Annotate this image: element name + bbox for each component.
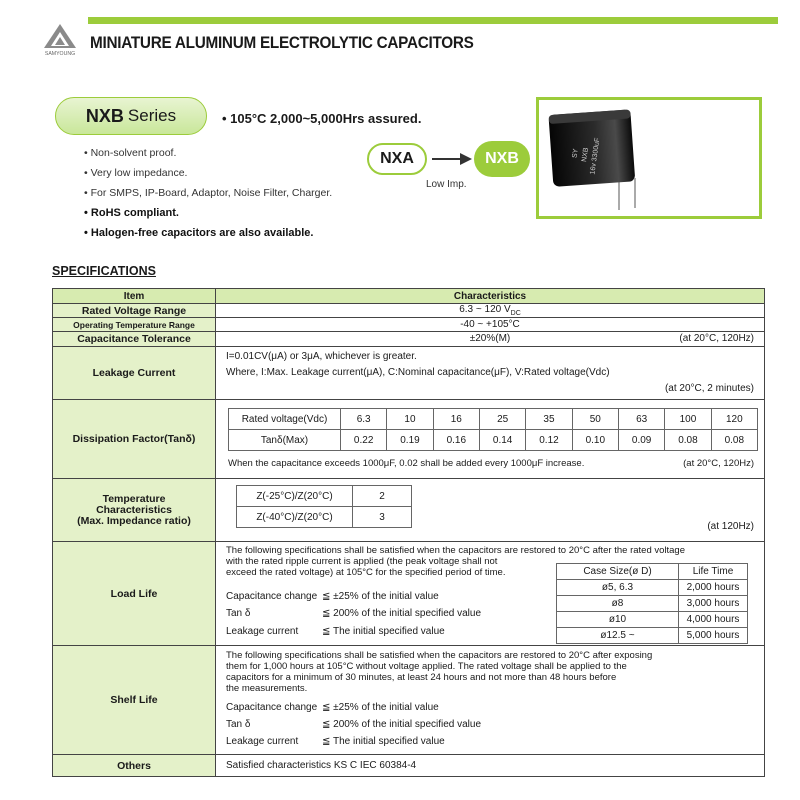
impedance-condition: Z(-40°C)/Z(20°C) (237, 507, 353, 528)
row-value (216, 479, 765, 542)
row-label: Load Life (53, 542, 216, 646)
document-title: MINIATURE ALUMINUM ELECTROLYTIC CAPACITORS (90, 33, 474, 52)
dissipation-table (228, 408, 758, 451)
voltage-header: Rated voltage(Vdc) (229, 409, 341, 430)
impedance-value: 2 (353, 486, 412, 507)
row-label: Others (53, 755, 216, 777)
case-size-cell: ø12.5 ~ (557, 628, 679, 644)
successor-series-badge: NXB (474, 141, 530, 177)
criterion-value: ≦ The initial specified value (322, 626, 445, 637)
impedance-row (237, 486, 412, 507)
leakage-formula: I=0.01CV(μA) or 3μA, whichever is greater. (226, 351, 417, 362)
tan-cell: 0.16 (433, 430, 479, 451)
row-label: Operating Temperature Range (53, 318, 216, 332)
predecessor-series-badge: NXA (367, 143, 427, 175)
row-value (216, 542, 765, 646)
row-label: Leakage Current (53, 347, 216, 400)
tan-cell: 0.14 (479, 430, 525, 451)
row-label: Rated Voltage Range (53, 304, 216, 318)
measurement-note: (at 20°C, 120Hz) (679, 333, 754, 344)
voltage-cell: 25 (479, 409, 525, 430)
header-case-size: Case Size(ø D) (557, 564, 679, 580)
voltage-cell: 50 (572, 409, 618, 430)
header-item: Item (53, 289, 216, 304)
criterion-label: Capacitance change (226, 591, 318, 602)
criterion-value: ≦ The initial specified value (322, 736, 445, 747)
load-life-intro: The following specifications shall be satisfied when the capacitors are restored to 20°C after the rated voltage (226, 545, 685, 556)
feature-list (84, 143, 332, 243)
tolerance-value: ±20%(M) (469, 333, 511, 344)
table-row (53, 646, 765, 755)
feature-item: • Halogen-free capacitors are also available. (84, 227, 314, 239)
case-size-cell: ø5, 6.3 (557, 580, 679, 596)
measurement-note: (at 120Hz) (707, 521, 754, 532)
criterion-value: ≦ ±25% of the initial value (322, 702, 439, 713)
voltage-cell: 100 (665, 409, 711, 430)
criterion-label: Leakage current (226, 626, 299, 637)
tan-cell: 0.10 (572, 430, 618, 451)
others-value: Satisfied characteristics KS C IEC 60384-4 (226, 760, 417, 771)
series-badge (55, 97, 207, 135)
row-label: Dissipation Factor(Tanδ) (53, 400, 216, 479)
table-row (53, 347, 765, 400)
capacitor-print: 16v 3300uF (589, 137, 602, 175)
voltage-cell: 63 (618, 409, 664, 430)
shelf-life-intro: The following specifications shall be satisfied when the capacitors are restored to 20°C after exposing (226, 650, 653, 661)
life-time-cell: 3,000 hours (679, 596, 748, 612)
life-time-cell: 2,000 hours (679, 580, 748, 596)
feature-item: • RoHS compliant. (84, 207, 179, 219)
table-row (53, 755, 765, 777)
voltage-row (229, 409, 758, 430)
row-value (216, 332, 765, 347)
series-headline: • 105°C 2,000~5,000Hrs assured. (222, 111, 422, 126)
series-suffix: Series (127, 106, 177, 125)
table-row (53, 318, 765, 332)
tan-cell: 0.09 (618, 430, 664, 451)
life-time-header (557, 564, 748, 580)
tan-cell: 0.08 (711, 430, 757, 451)
series-name: NXB (85, 105, 124, 126)
capacitor-print: NXB (581, 147, 590, 163)
tan-row (229, 430, 758, 451)
case-size-cell: ø8 (557, 596, 679, 612)
life-time-table (556, 563, 748, 644)
table-row (53, 479, 765, 542)
header-characteristics: Characteristics (216, 289, 765, 304)
header-accent-bar (88, 17, 778, 24)
row-value: 6.3 ~ 120 $V_{DC}$ (216, 304, 765, 318)
header-life-time: Life Time (679, 564, 748, 580)
impedance-value: 3 (353, 507, 412, 528)
capacitor-image (539, 100, 759, 216)
case-size-cell: ø10 (557, 612, 679, 628)
shelf-life-intro: capacitors for a minimum of 30 minutes, at least 24 hours and not more than 48 hours before (226, 672, 617, 683)
arrow-label: Low Imp. (426, 179, 467, 190)
life-time-cell: 4,000 hours (679, 612, 748, 628)
criterion-label: Capacitance change (226, 702, 318, 713)
row-value (216, 400, 765, 479)
criterion-label: Tan δ (226, 608, 251, 619)
row-value (216, 347, 765, 400)
row-label: Capacitance Tolerance (53, 332, 216, 347)
feature-item: • Very low impedance. (84, 167, 188, 179)
specifications-title: SPECIFICATIONS (52, 264, 156, 278)
load-life-intro: exceed the rated voltage) at 105°C for the specified period of time. (226, 567, 506, 578)
leakage-legend: Where, I:Max. Leakage current(μA), C:Nominal capacitance(μF), V:Rated voltage(Vdc) (226, 367, 610, 378)
tan-cell: 0.22 (341, 430, 387, 451)
logo-text: SAMYOUNG (44, 51, 76, 56)
criterion-label: Tan δ (226, 719, 251, 730)
feature-item: • For SMPS, IP-Board, Adaptor, Noise Filter, Charger. (84, 187, 333, 199)
tan-cell: 0.08 (665, 430, 711, 451)
company-logo (40, 22, 80, 56)
criterion-label: Leakage current (226, 736, 299, 747)
tan-header: Tanδ(Max) (229, 430, 341, 451)
measurement-note: (at 20°C, 2 minutes) (664, 383, 754, 394)
criterion-value: ≦ ±25% of the initial value (322, 591, 439, 602)
voltage-cell: 120 (711, 409, 757, 430)
life-time-row (557, 612, 748, 628)
product-photo (536, 97, 762, 219)
voltage-cell: 16 (433, 409, 479, 430)
table-row (53, 400, 765, 479)
impedance-ratio-table (236, 485, 412, 528)
table-row (53, 332, 765, 347)
row-value (216, 755, 765, 777)
capacitor-print: SY (571, 148, 580, 159)
criterion-value: ≦ 200% of the initial specified value (322, 719, 482, 730)
life-time-cell: 5,000 hours (679, 628, 748, 644)
shelf-life-intro: the measurements. (226, 683, 308, 694)
row-value (216, 646, 765, 755)
life-time-row (557, 628, 748, 644)
life-time-row (557, 596, 748, 612)
feature-item: • Non-solvent proof. (84, 147, 177, 159)
arrow-right-icon (430, 150, 474, 168)
tan-cell: 0.12 (526, 430, 572, 451)
table-row (53, 542, 765, 646)
row-value: -40 ~ +105°C (216, 318, 765, 332)
measurement-note: (at 20°C, 120Hz) (683, 458, 754, 469)
tan-cell: 0.19 (387, 430, 433, 451)
table-row (53, 304, 765, 318)
impedance-condition: Z(-25°C)/Z(20°C) (237, 486, 353, 507)
load-life-intro: with the rated ripple current is applied (the peak voltage shall not (226, 556, 498, 567)
voltage-cell: 6.3 (341, 409, 387, 430)
row-label: Shelf Life (53, 646, 216, 755)
table-header-row (53, 289, 765, 304)
dissipation-footnote: When the capacitance exceeds 1000μF, 0.02 shall be added every 1000μF increase. (228, 458, 585, 469)
voltage-cell: 10 (387, 409, 433, 430)
criterion-value: ≦ 200% of the initial specified value (322, 608, 482, 619)
impedance-row (237, 507, 412, 528)
specifications-table (52, 288, 765, 777)
shelf-life-intro: them for 1,000 hours at 105°C without voltage applied. The rated voltage shall be applied to the (226, 661, 627, 672)
life-time-row (557, 580, 748, 596)
voltage-cell: 35 (526, 409, 572, 430)
row-label: Temperature Characteristics (Max. Impedance ratio) (53, 479, 216, 542)
